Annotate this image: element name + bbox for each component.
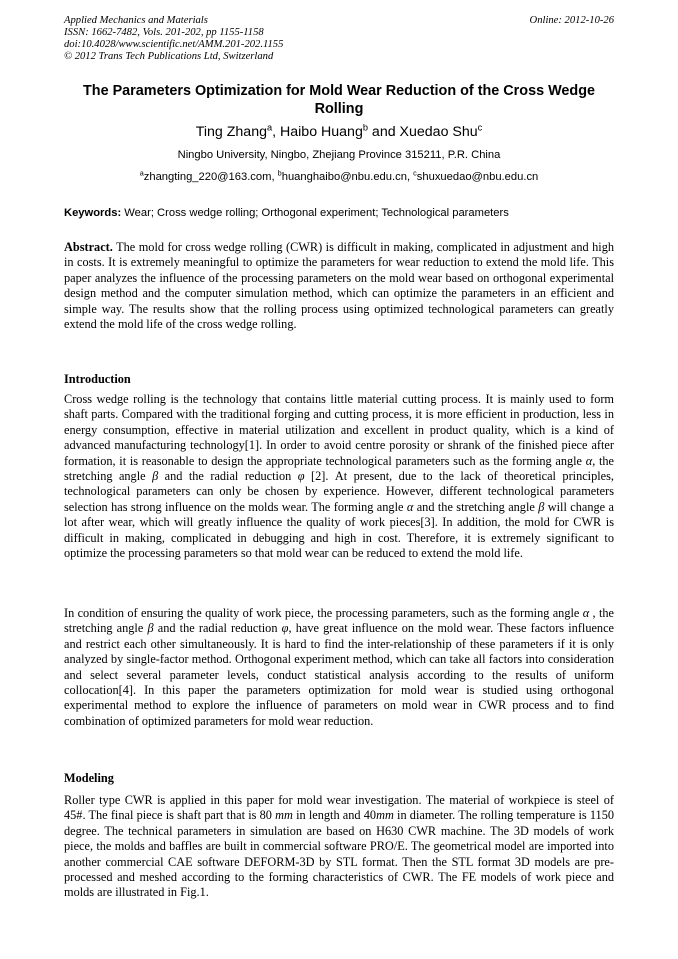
journal-header (64, 15, 464, 63)
intro-paragraph-1 (64, 392, 614, 561)
text-run: and the stretching angle (413, 499, 539, 514)
beta-symbol: β (147, 621, 154, 636)
author-name: Xuedao Shu (399, 124, 478, 140)
text-run: will change a lot after wear, which will greatly influence the quality of work pieces[3]. In addition, the mold for CWR is difficult in making, complicated in debugging and high in cost. Therefore, it is extremely significant to optimize the processing parameters so that mold wear can be reduced to extend the mold life. (64, 499, 614, 561)
author-sup: c (477, 122, 483, 133)
text-run: in length and 40 (292, 808, 377, 823)
email-separator: , (271, 171, 278, 183)
abstract-text: The mold for cross wedge rolling (CWR) is difficult in making, complicated in adjustment and high in costs. It is extremely meaningful to optimize the parameters for wear reduction to extend the mold life. This paper analyzes the influence of the processing parameters on the mold wear based on orthogonal experimental design method and the computer simulation method, which can optimize the parameters in an efficient and simple way. The results show that the rolling process using optimized technological parameters can greatly extend the mold life of the cross wedge rolling. (64, 240, 614, 332)
alpha-symbol: α (582, 606, 590, 620)
email-separator: , (406, 171, 414, 183)
author-sup: a (266, 122, 273, 133)
text-run: and the radial reduction (158, 469, 298, 484)
text-run: Roller type CWR is applied in this paper for mold wear investigation. The material of workpiece is steel of 45#. The final piece is shaft part that is 80 (64, 793, 614, 823)
paper-title: The Parameters Optimization for Mold Wear Reduction of the Cross Wedge Rolling (82, 83, 595, 117)
alpha-symbol: α (406, 499, 414, 514)
email-address[interactable]: huanghaibo@nbu.edu.cn (281, 171, 407, 183)
phi-symbol: φ (281, 621, 289, 636)
text-run: , have great influence on the mold wear. These factors influence and restrict each other simultaneously. It is hard to find the inter-relationship of these parameters if it is only analyzed by single-factor method. Orthogonal experiment method, which can take all factors into consideration and select several parameter levels, conduct statistical analysis according to the results of uniform collocation[4]. In this paper the parameters optimization for mold wear is studied using orthogonal experimental method to explore the influence of parameters on mold wear in CWR process and to find combination of optimized parameters for mold wear reduction. (64, 621, 614, 728)
text-run: in diameter. The rolling temperature is 1150 degree. The technical parameters in simulation are based on H630 CWR machine. The 3D models of work piece, the molds and baffles are built in commercial software PRO/E. The geometrical model are imported into another commercial CAE software DEFORM-3D by STL format. Then the STL format 3D models are pre-processed and meshed according to the forming characteristics of CWR. The FE models of work piece and molds are illustrated in Fig.1. (64, 808, 614, 900)
beta-symbol: β (152, 469, 159, 484)
author-sup: b (362, 122, 368, 133)
phi-symbol: φ (297, 469, 305, 484)
beta-symbol: β (538, 499, 545, 514)
author-separator: and (367, 124, 400, 140)
keywords-label: Keywords: (64, 207, 122, 219)
affiliation: Ningbo University, Ningbo, Zhejiang Province 315211, P.R. China (177, 149, 501, 161)
text-run: , the stretching angle (64, 606, 614, 636)
unit-mm: mm (275, 808, 293, 823)
keywords-text: Wear; Cross wedge rolling; Orthogonal experiment; Technological parameters (121, 207, 509, 219)
doi-line: doi:10.4028/www.scientific.net/AMM.201-202.1155 (64, 39, 284, 50)
text-run: and the radial reduction (153, 621, 282, 636)
journal-name: Applied Mechanics and Materials (64, 15, 208, 26)
online-date: Online: 2012-10-26 (529, 15, 614, 26)
keywords (64, 206, 616, 220)
modeling-paragraph (64, 793, 614, 901)
author-name: Ting Zhang (195, 124, 267, 140)
issn-line: ISSN: 1662-7482, Vols. 201-202, pp 1155-1158 (64, 27, 264, 38)
email-line (64, 170, 614, 184)
abstract-label: Abstract. (64, 240, 113, 254)
author-separator: , (272, 124, 281, 140)
email-sup: b (277, 168, 282, 178)
intro-paragraph-2 (64, 606, 614, 729)
copyright-line: © 2012 Trans Tech Publications Ltd, Switzerland (64, 51, 274, 62)
email-sup: a (139, 168, 144, 178)
author-name: Haibo Huang (280, 124, 363, 140)
abstract (64, 240, 614, 332)
text-run: In condition of ensuring the quality of work piece, the processing parameters, such as the forming angle (64, 606, 583, 620)
section-heading-modeling: Modeling (64, 771, 114, 785)
unit-mm: mm (376, 808, 394, 823)
author-line (64, 123, 614, 141)
section-heading-introduction: Introduction (64, 372, 131, 386)
text-run: [2]. At present, due to the lack of theoretical principles, technological parameters can only be chosen by experience. However, different technological parameters selection has strong influence on the molds wear. The forming angle (64, 469, 614, 514)
text-run: Cross wedge rolling is the technology that contains little material cutting process. It is mainly used to form shaft parts. Compared with the traditional forging and cutting process, it is more efficient in production, less in energy consumption, effective in material utilization and excellent in product quality, which is a kind of advanced manufacturing technology[1]. In order to avoid centre porosity or shrank of the finished piece after formation, it is reasonable to design the appropriate technological parameters such as the forming angle (64, 392, 614, 468)
alpha-symbol: α (585, 453, 593, 468)
email-sup: c (413, 168, 417, 178)
email-address[interactable]: shuxuedao@nbu.edu.cn (416, 171, 539, 183)
text-run: , the stretching angle (64, 453, 615, 484)
email-address[interactable]: zhangting_220@163.com (143, 171, 272, 183)
